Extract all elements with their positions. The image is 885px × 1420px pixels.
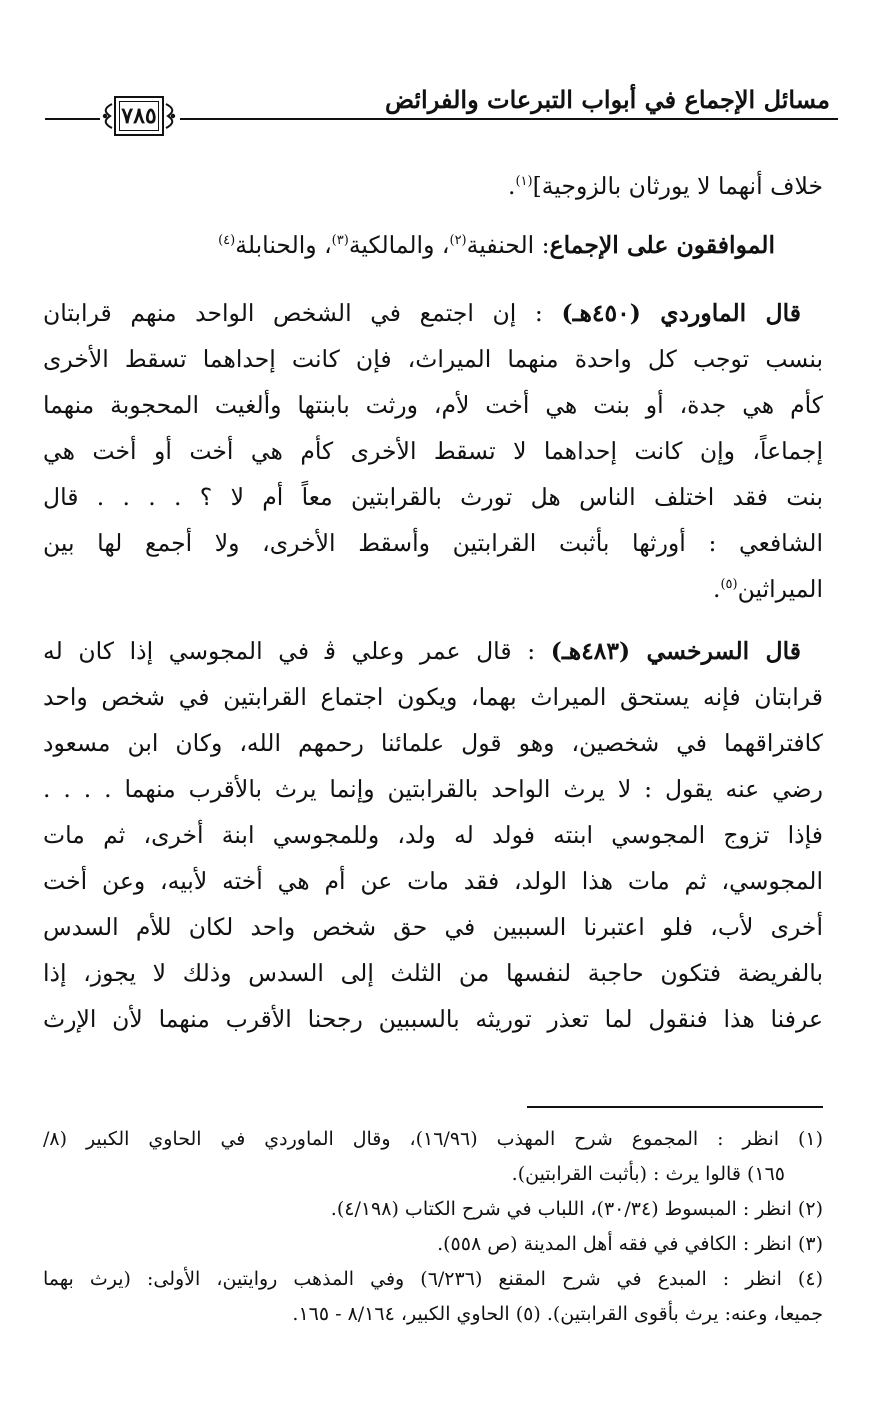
text-line: كافتراقهما في شخصين، وهو قول علمائنا رحمهم الله، وكان ابن مسعود [43,729,823,757]
ornament-left-icon [100,102,114,130]
footnote-2: (٢) انظر : المبسوط (٣٠/٣٤)، اللباب في شرح الكتاب (٤/١٩٨). [330,1198,823,1220]
running-header-title: مسائل الإجماع في أبواب التبرعات والفرائض [384,85,830,114]
page-number-ornament [100,94,180,140]
text-line [43,163,823,209]
text-line: كأم هي جدة، أو بنت هي أخت لأم، ورثت بابنتها وألغيت المحجوبة منهما [43,391,823,419]
text-line: فإذا تزوج المجوسي ابنته فولد له ولد، وللمجوسي ابنة أخرى، ثم مات [43,821,823,849]
text-line: عرفنا هذا فنقول لما تعذر توريثه بالسببين رجحنا الأقرب منهما لأن الإرث [43,1005,823,1033]
text-line: إجماعاً، وإن كانت إحداهما لا تسقط الأخرى كأم هي أخت أو أخت هي [43,437,823,465]
footnote-ref: (٣) [331,233,349,249]
text-run: . [507,172,516,200]
text-line: أخرى لأب، فلو اعتبرنا السببين في حق شخص واحد لكان للأم السدس [43,913,823,941]
text-run: الميراثين [737,575,823,603]
footnote-4: (٤) انظر : المبدع في شرح المقنع (٦/٢٣٦) وفي المذهب روايتين، الأولى: (يرث بهما [43,1268,823,1290]
text-run: ، والمالكية [348,231,450,259]
text-line [43,222,775,268]
paragraph-1 [43,163,823,209]
footnote-ref: (٥) [720,577,738,593]
text-line: بالفريضة فتكون حاجبة لنفسها من الثلث إلى السدس وذلك لا يجوز، إذا [43,959,823,987]
footnote-ref: (٤) [218,233,236,249]
quote-heading: قال الماوردي (٤٥٠هـ) [561,299,801,327]
text-line [43,566,823,612]
page-number: ٧٨٥ [121,103,157,129]
text-line: بنسب توجب كل واحدة منهما الميراث، فإن كانت إحداهما تسقط الأخرى [43,345,823,373]
text-line [43,290,823,336]
text-line: قرابتان فإنه يستحق الميراث بهما، ويكون اجتماع القرابتين في شخص واحد [43,683,823,711]
text-line: رضي عنه يقول : لا يرث الواحد بالقرابتين وإنما يرث بالأقرب منهما . . . . [43,775,823,803]
footnote-row [43,1297,823,1332]
footnote-3: (٣) انظر : الكافي في فقه أهل المدينة (ص ٥٥٨). [437,1233,823,1255]
footnote-ref: (٢) [449,233,467,249]
paragraph-4 [43,628,823,1042]
text-run: : إن اجتمع في الشخص الواحد منهم قرابتان [43,299,543,327]
text-line: المجوسي، ثم مات هذا الولد، فقد مات عن أم هي أخته لأبيه، وعن أخت [43,867,823,895]
text-run: . [712,575,721,603]
footnote-ref: (١) [515,174,533,190]
text-run: : الحنفية [466,231,550,259]
footnote-separator [527,1106,823,1108]
text-run: ، والحنابلة [235,231,332,259]
paragraph-3 [43,290,823,612]
text-run: : قال عمر وعلي ﭬ في المجوسي إذا كان له [43,637,536,665]
footnote-5: (٥) الحاوي الكبير، ٨/١٦٤ - ١٦٥. [292,1303,541,1325]
text-line: الشافعي : أورثها بأثبت القرابتين وأسقط الأخرى، ولا أجمع لها بين [43,529,823,557]
section-heading: الموافقون على الإجماع [549,231,775,259]
text-run: خلاف أنهما لا يورثان بالزوجية] [532,172,823,200]
paragraph-2 [43,222,775,268]
footnote-1-continued: ١٦٥) قالوا يرث : (بأثبت القرابتين). [511,1163,785,1185]
footnote-4-continued: جميعا، وعنه: يرث بأقوى القرابتين). [546,1303,823,1325]
text-line [43,628,823,674]
footnotes [43,1122,823,1332]
footnote-1: (١) انظر : المجموع شرح المهذب (١٦/٩٦)، وقال الماوردي في الحاوي الكبير (٨/ [43,1128,823,1150]
text-line: بنت فقد اختلف الناس هل تورث بالقرابتين معاً أم لا ؟ . . . . قال [43,483,823,511]
ornament-right-icon [164,102,178,130]
quote-heading: قال السرخسي (٤٨٣هـ) [550,637,801,665]
